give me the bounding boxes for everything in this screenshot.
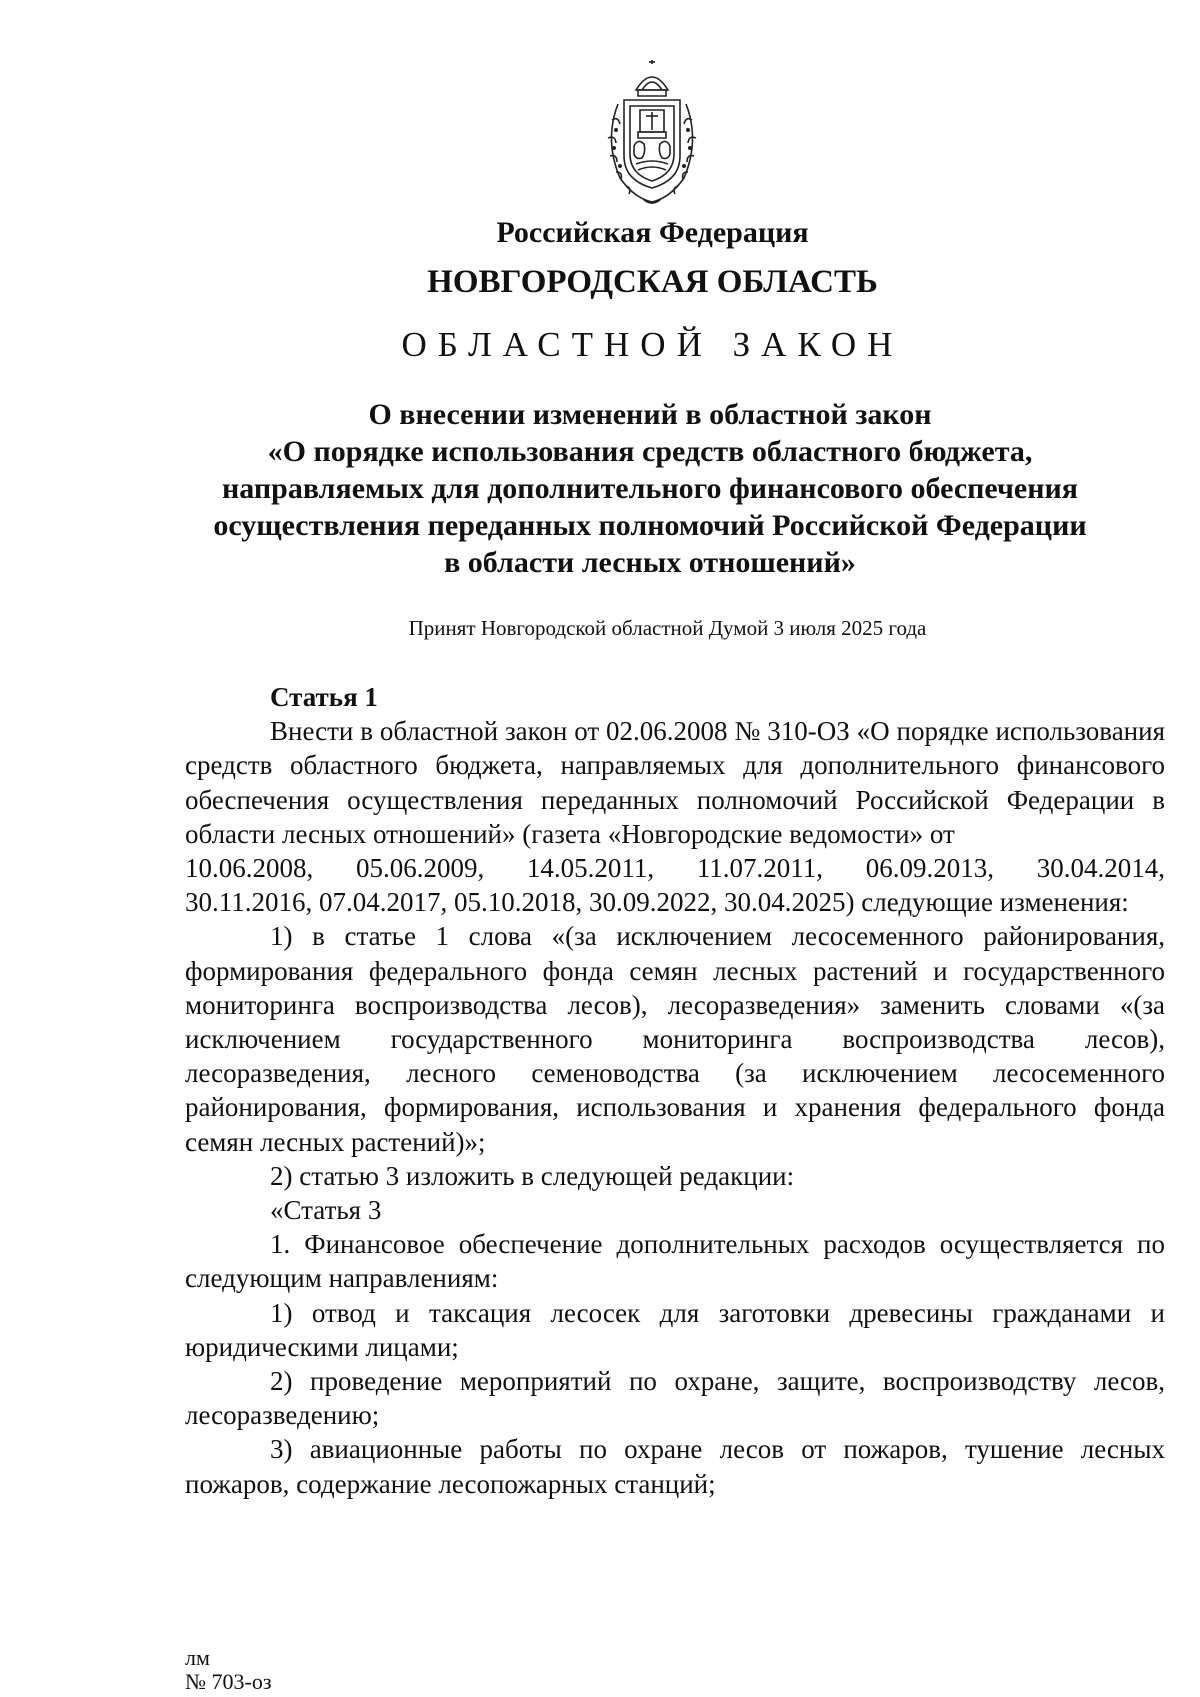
article-intro: Внести в областной закон от 02.06.2008 № 310-ОЗ «О порядке использования средств областного бюджета, направляемых для дополнительного финансового обеспечения осуществления переданных полномочий Российской Федерации в области лесных отношений» (газета «Новгородские ведомости» от [185,716,1165,849]
gazette-dates-row [185,851,1165,885]
gazette-date: 14.05.2011, [526,853,655,884]
gazette-date: 05.06.2009, [355,853,485,884]
subclause-3: 3) авиационные работы по охране лесов от пожаров, тушение лесных пожаров, содержание лесопожарных станций; [185,1434,1165,1499]
law-title-line: в области лесных отношений» [444,546,856,579]
coat-of-arms-emblem [598,60,706,208]
subclause-2: 2) проведение мероприятий по охране, защите, воспроизводству лесов, лесоразведению; [185,1366,1165,1431]
law-number: № 703-оз [185,1669,272,1694]
document-footer [185,1646,272,1694]
law-title-line: О внесении изменений в областной закон [368,398,932,431]
subclause-1: 1) отвод и таксация лесосек для заготовки древесины гражданами и юридическими лицами; [185,1297,1165,1362]
clause-1: 1. Финансовое обеспечение дополнительных расходов осуществляется по следующим направлениям: [185,1229,1165,1294]
article-body [185,680,1165,1501]
article-intro-end: 30.11.2016, 07.04.2017, 05.10.2018, 30.09.2022, 30.04.2025) следующие изменения: [185,887,1129,918]
law-title [170,396,1130,581]
law-title-line: направляемых для дополнительного финансового обеспечения [221,472,1079,505]
adoption-note: Принят Новгородской областной Думой 3 июля 2025 года [408,616,927,640]
quoted-article-heading: «Статья 3 [270,1195,382,1226]
operator-initials: лм [185,1645,210,1670]
country-heading: Российская Федерация [496,216,809,249]
coat-of-arms-icon [598,60,706,208]
article-heading: Статья 1 [270,682,378,712]
gazette-date: 30.04.2014, [1036,853,1165,884]
law-title-line: «О порядке использования средств областного бюджета, [267,435,1033,468]
region-heading: НОВГОРОДСКАЯ ОБЛАСТЬ [427,264,878,300]
gazette-date: 10.06.2008, [185,853,314,884]
document-type-heading: ОБЛАСТНОЙ ЗАКОН [401,325,904,364]
amendment-item-1: 1) в статье 1 слова «(за исключением лесосеменного районирования, формирования федерального фонда семян лесных растений и государственного мониторинга воспроизводства лесов), лесоразведения» заменить словами «(за исключением государственного мониторинга воспроизводства лесов), лесоразведения, лесного семеноводства (за исключением лесосеменного районирования, формирования, использования и хранения федерального фонда семян лесных растений)»; [185,921,1165,1157]
law-title-line: осуществления переданных полномочий Российской Федерации [213,509,1087,542]
gazette-date: 06.09.2013, [865,853,994,884]
amendment-item-2: 2) статью 3 изложить в следующей редакции: [270,1160,795,1191]
gazette-date: 11.07.2011, [696,853,824,884]
